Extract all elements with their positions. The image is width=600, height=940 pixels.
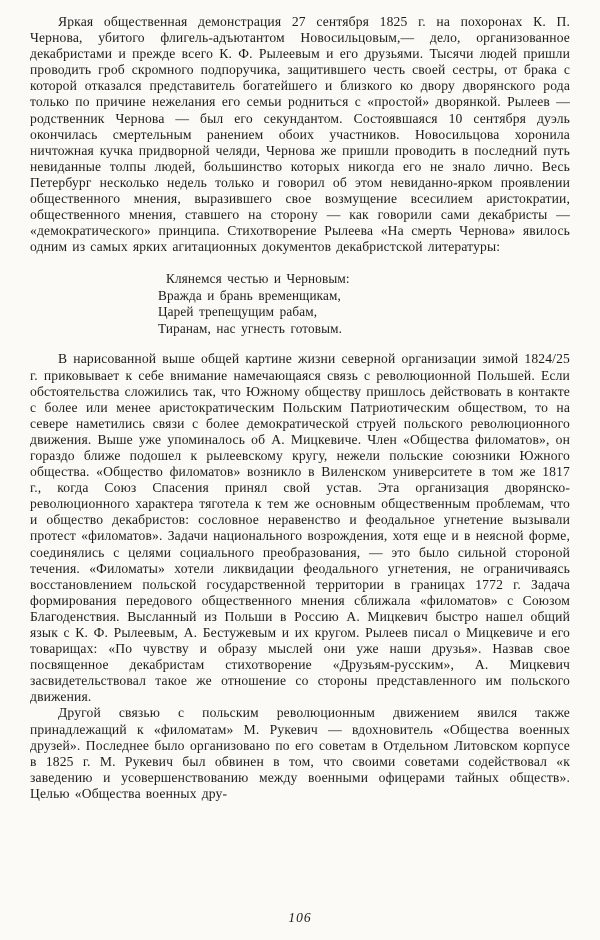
verse-line: Тиранам, нас угнесть готовым.	[158, 320, 343, 336]
paragraph-chernov-funeral: Яркая общественная демонстрация 27 сентября 1825 г. на похоронах К. П. Чернова, убитого флигель-адъютантом Новосильцовым,— дело, организованное декабристами и прежде всего К. Ф. Рылеевым и его друзьями. Тысячи людей пришли проводить гроб скромного подпоручика, защитившего честь своей сестры, от брака с которой отказался представитель богатейшего и близкого ко двору дворянского рода только по причине нежелания его семьи родниться с «простой» дворянкой. Рылеев — родственник Чернова — был его секундантом. Состоявшаяся 10 сентября дуэль окончилась смертельным ранением обоих участников. Новосильцова хоронила ничтожная кучка придворной челяди, Чернова же пришли проводить в последний путь невиданные толпы людей, большинство которых никогда его не знало лично. Весь Петербург несколько недель только и говорил об этом невиданно-ярком проявлении общественного мнения, выразившего свое возмущение всесилием аристократии, общественного мнения, ставшего на сторону — как говорили сами декабристы — «демократического» принципа. Стихотворение Рылеева «На смерть Чернова» явилось одним из самых ярких агитационных документов декабристской литературы:	[30, 14, 570, 255]
verse-line: Клянемся честью и Черновым:	[166, 271, 350, 287]
verse-line: Вражда и брань временщикам,	[158, 287, 341, 303]
paragraph-rukevich: Другой связью с польским революционным движением явился также принадлежащий к «филоматам» М. Рукевич — вдохновитель «Общества военных друзей». Последнее было организовано по его советам в Отдельном Литовском корпусе в 1825 г. М. Рукевич был обвинен в том, что своими советами содействовал «к заведению и усовершенствованию между военными офицерами тайных обществ». Целью «Общества военных дру-	[30, 705, 570, 801]
paragraph-polish-connection: В нарисованной выше общей картине жизни северной организации зимой 1824/25 г. приковывает к себе внимание намечающаяся связь с революционной Польшей. Если обстоятельства сложились так, что Южному обществу пришлось действовать в контакте с более или менее аристократическим Польским Патриотическим обществом, то на севере наметились связи с более демократической струей польского революционного движения. Выше уже упоминалось об А. Мицкевиче. Член «Общества филоматов», он гораздо ближе подошел к рылеевскому кругу, нежели польские союзники Южного общества. «Общество филоматов» возникло в Виленском университете в том же 1817 г., когда Союз Спасения принял свой устав. Эта организация дворянско-революционного характера тяготела к тем же основным общественным проблемам, что и общество декабристов: сословное неравенство и феодальное угнетение вызывали протест «филоматов». Задачи национального возрождения, хотя еще и в неясной форме, соединялись с целями социального преобразования, — это было сильной стороной течения. «Филоматы» хотели ликвидации феодального угнетения, не ограничиваясь восстановлением польской государственной территории в границах 1772 г. Задача формирования передового общественного мнения сближала «филоматов» с Союзом Благоденствия. Высланный из Польши в Россию А. Мицкевич быстро нашел общий язык с К. Ф. Рылеевым, А. Бестужевым и их кругом. Рылеев писал о Мицкевиче и его товарищах: «По чувству и образу мыслей они уже наши друзья». Назвав свое посвященное декабристам стихотворение «Друзьям-русским», А. Мицкевич засвидетельствовал такое же отношение со стороны представленного им польского движения.	[30, 351, 570, 705]
page-number: 106	[288, 909, 312, 925]
verse-line: Царей трепещущим рабам,	[158, 304, 318, 320]
verse-quote-ryleev	[158, 271, 570, 337]
